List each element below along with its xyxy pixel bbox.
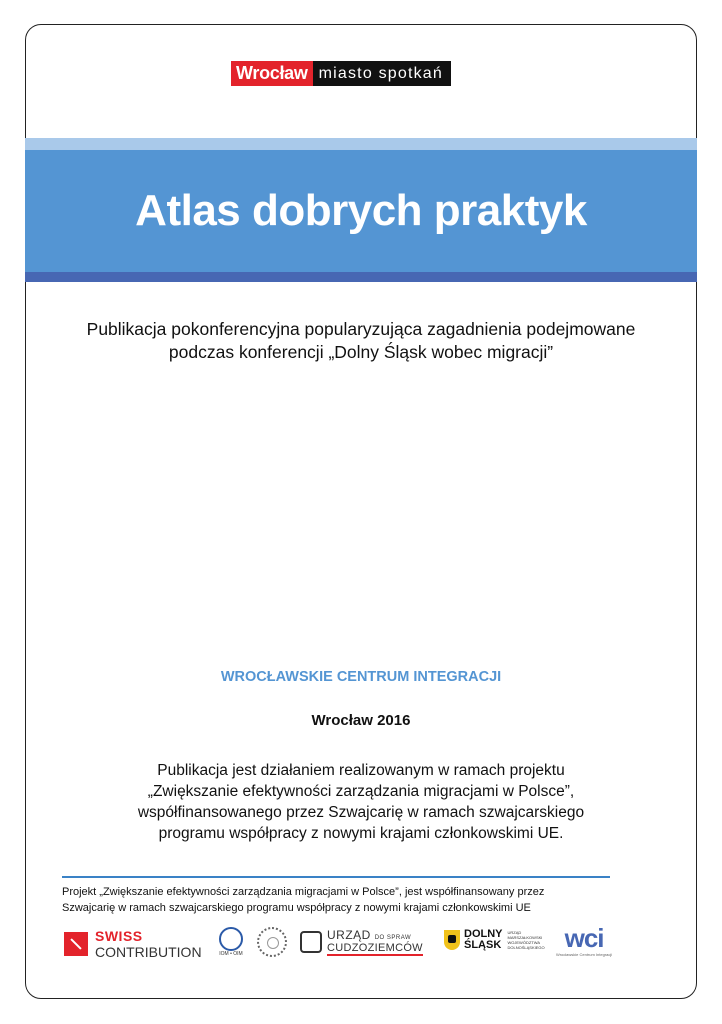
dolny-logo-line1: DOLNY — [464, 928, 503, 940]
iom-logo — [216, 927, 246, 957]
wci-logo — [556, 924, 612, 957]
wroclaw-logo — [231, 61, 451, 86]
page-title: Atlas dobrych praktyk — [135, 186, 587, 235]
subtitle — [0, 318, 722, 364]
dolny-slask-logo — [444, 928, 545, 951]
organization-name: WROCŁAWSKIE CENTRUM INTEGRACJI — [220, 669, 502, 685]
subtitle-line: Publikacja pokonferencyjna popularyzująca zagadnienia podejmowane — [86, 319, 636, 339]
subtitle-line: podczas konferencji „Dolny Śląsk wobec migracji” — [168, 342, 554, 362]
udsc-logo-line1: URZĄD — [327, 928, 371, 942]
swiss-flag-icon — [64, 932, 88, 956]
footer-note — [62, 884, 622, 916]
swiss-contribution-logo — [64, 928, 202, 960]
un-globe-icon — [219, 927, 243, 951]
swiss-logo-line2: CONTRIBUTION — [95, 944, 202, 960]
swiss-logo-line1: SWISS — [95, 928, 143, 944]
dolny-logo-line2: ŚLĄSK — [464, 939, 502, 951]
wroclaw-logo-city: Wrocław — [231, 61, 313, 86]
place-year: Wrocław 2016 — [311, 712, 411, 729]
udsc-logo-line2: CUDZOZIEMCÓW — [327, 942, 423, 954]
iom-logo-text: IOM • OIM — [219, 951, 243, 957]
footer-note-line: Szwajcarię w ramach szwajcarskiego programu współpracy z nowymi krajami członkowskimi UE — [62, 902, 531, 914]
emblem-seal-icon — [257, 927, 287, 957]
udsc-logo-small: DO SPRAW — [374, 935, 412, 941]
wroclaw-logo-tagline: miasto spotkań — [313, 61, 451, 86]
wci-logo-small: Wrocławskie Centrum Integracji — [556, 952, 613, 957]
eagle-shield-icon — [444, 930, 460, 950]
footer-note-line: Projekt „Zwiększanie efektywności zarządzania migracjami w Polsce”, jest współfinansowany przez — [62, 886, 545, 898]
description — [0, 760, 722, 844]
udsc-logo — [300, 928, 423, 956]
footer-divider — [62, 876, 610, 878]
dolny-logo-small: URZĄD MARSZAŁKOWSKI WOJEWÓDZTWA DOLNOŚLĄSKIEGO — [507, 930, 545, 950]
wci-logo-word: wci — [564, 923, 604, 953]
description-line: Publikacja jest działaniem realizowanym w ramach projektu — [157, 762, 565, 779]
description-line: współfinansowanego przez Szwajcarię w ramach szwajcarskiego — [137, 804, 585, 821]
description-line: „Zwiększanie efektywności zarządzania migracjami w Polsce”, — [147, 783, 575, 800]
udsc-emblem-icon — [300, 931, 322, 953]
title-band-dark — [25, 272, 697, 282]
partner-logos — [0, 923, 722, 966]
title-band-light — [25, 138, 697, 150]
description-line: programu współpracy z nowymi krajami członkowskimi UE. — [158, 825, 564, 842]
